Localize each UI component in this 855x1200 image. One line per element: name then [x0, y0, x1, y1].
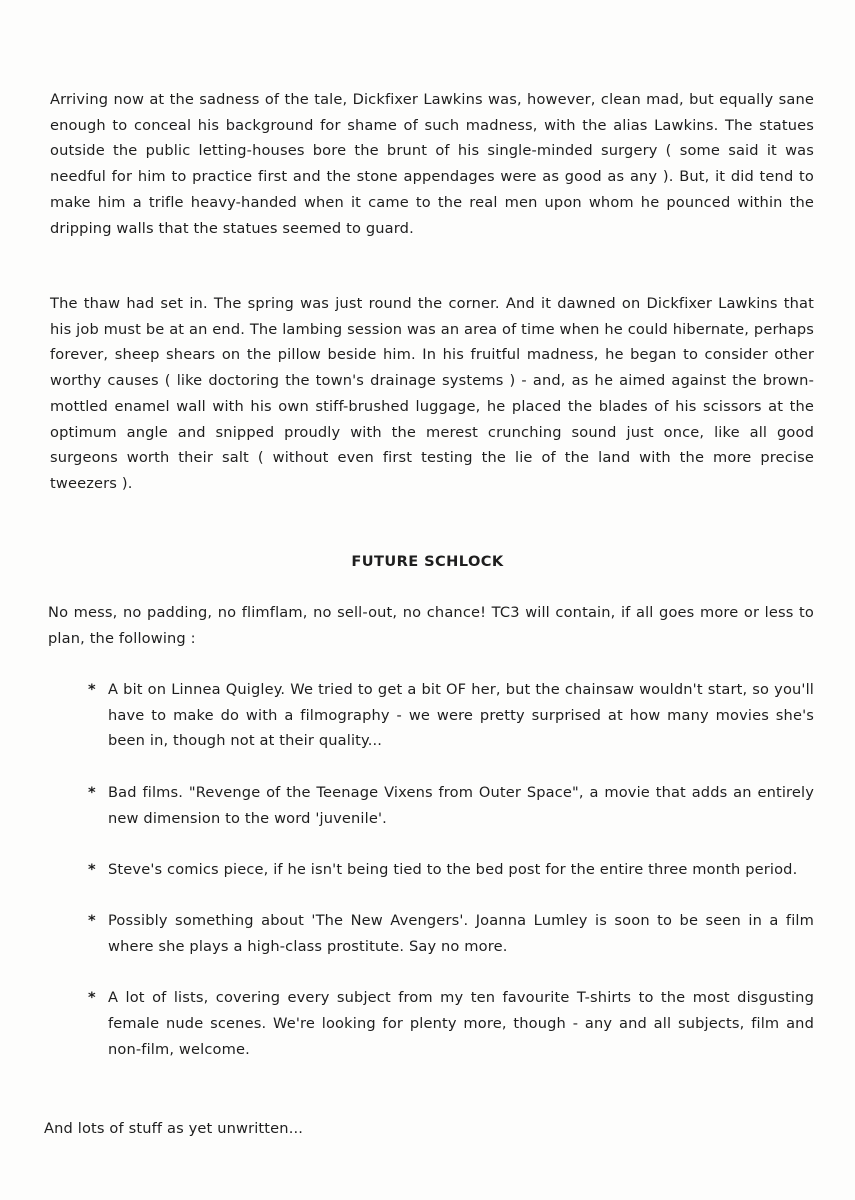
bullet-text: A bit on Linnea Quigley. We tried to get a bit OF her, but the chainsaw wouldn't start, so you'll have to make do with a filmography - we were pretty surprised at how many movies she's been in, though not at their quality... [108, 681, 814, 750]
section-heading: FUTURE SCHLOCK [351, 553, 504, 570]
bullet-item [88, 908, 814, 959]
bullet-item [88, 780, 814, 831]
bullet-star-icon: * [88, 681, 96, 698]
bullet-item [88, 857, 814, 883]
bullet-star-icon: * [88, 783, 96, 801]
bullet-list [88, 677, 814, 1088]
bullet-star-icon: * [88, 989, 96, 1007]
paragraph-future-intro: No mess, no padding, no flimflam, no sell-out, no chance! TC3 will contain, if all goes more or less to plan, the following : [48, 604, 814, 647]
bullet-item [88, 677, 814, 754]
bullet-star-icon: * [88, 860, 96, 878]
bullet-text: A lot of lists, covering every subject from my ten favourite T-shirts to the most disgusting female nude scenes. We're looking for plenty more, though - any and all subjects, film and non-film, welcome. [108, 989, 814, 1058]
paragraph-closing: And lots of stuff as yet unwritten... [44, 1120, 304, 1137]
bullet-text: Possibly something about 'The New Avengers'. Joanna Lumley is soon to be seen in a film where she plays a high-class prostitute. Say no more. [108, 912, 814, 955]
bullet-text: Bad films. "Revenge of the Teenage Vixens from Outer Space", a movie that adds an entirely new dimension to the word 'juvenile'. [108, 783, 814, 827]
bullet-star-icon: * [88, 912, 96, 930]
paragraph-thaw: The thaw had set in. The spring was just round the corner. And it dawned on Dickfixer Lawkins that his job must be at an end. The lambing session was an area of time when he could hibernate, perhaps forever, sheep shears on the pillow beside him. In his fruitful madness, he began to consider other worthy causes ( like doctoring the town's drainage systems ) - and, as he aimed against the brown-mottled enamel wall with his own stiff-brushed luggage, he placed the blades of his scissors at the optimum angle and snipped proudly with the merest crunching sound just once, like all good surgeons worth their salt ( without even first testing the lie of the land with the more precise tweezers ). [50, 295, 814, 492]
bullet-item [88, 985, 814, 1062]
bullet-text: Steve's comics piece, if he isn't being tied to the bed post for the entire three month period. [108, 860, 798, 878]
paragraph-intro: Arriving now at the sadness of the tale, Dickfixer Lawkins was, however, clean mad, but equally sane enough to conceal his background for shame of such madness, with the alias Lawkins. The statues outside the public letting-houses bore the brunt of his single-minded surgery ( some said it was needful for him to practice first and the stone appendages were as good as any ). But, it did tend to make him a trifle heavy-handed when it came to the real men upon whom he pounced within the dripping walls that the statues seemed to guard. [50, 91, 814, 237]
